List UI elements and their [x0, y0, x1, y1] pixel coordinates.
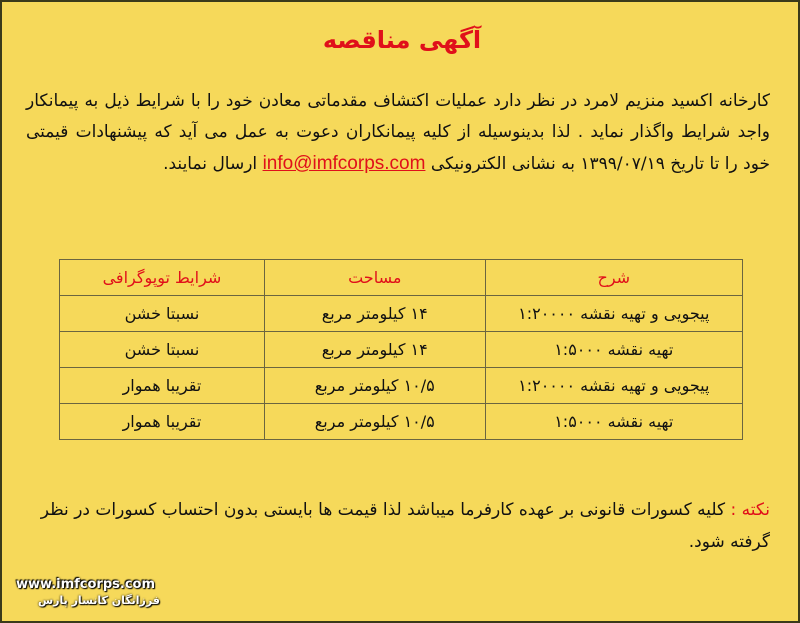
cell-description: تهیه نقشه ۱:۵۰۰۰	[485, 332, 742, 368]
intro-text: کارخانه اکسید منزیم لامرد در نظر دارد عملیات اکتشاف مقدماتی معادن خود را با شرایط ذیل به پیمانکار واجد شرایط واگذار نماید . لذا بدینوسیله از کلیه پیمانکاران دعوت به عمل می آید که پیشنهادات قیمتی خود را تا تاریخ	[26, 91, 770, 174]
note-text: کلیه کسورات قانونی بر عهده کارفرما میباشد لذا قیمت ها بایستی بدون احتساب کسورات در نظر گرفته شود.	[40, 500, 770, 552]
cell-description: پیجویی و تهیه نقشه ۱:۲۰۰۰۰	[485, 296, 742, 332]
intro-mid-text: به نشانی الکترونیکی	[430, 154, 575, 174]
cell-area: ۱۰/۵ کیلومتر مربع	[264, 404, 485, 440]
watermark-site: www.imfcorps.com	[16, 577, 156, 592]
table-row	[60, 332, 743, 368]
cell-topography: تقریبا هموار	[60, 404, 265, 440]
table-row	[60, 368, 743, 404]
email-link[interactable]: info@imfcorps.com	[262, 153, 426, 174]
intro-end-text: ارسال نمایند.	[163, 154, 258, 174]
cell-description: تهیه نقشه ۱:۵۰۰۰	[485, 404, 742, 440]
table-header-row	[60, 260, 743, 296]
header-area: مساحت	[264, 260, 485, 296]
cell-topography: نسبتا خشن	[60, 332, 265, 368]
note-label: نکته :	[730, 500, 770, 520]
note-paragraph	[26, 494, 770, 558]
cell-topography: نسبتا خشن	[60, 296, 265, 332]
cell-area: ۱۴ کیلومتر مربع	[264, 332, 485, 368]
cell-description: پیجویی و تهیه نقشه ۱:۲۰۰۰۰	[485, 368, 742, 404]
header-topography: شرایط توپوگرافی	[60, 260, 265, 296]
cell-area: ۱۴ کیلومتر مربع	[264, 296, 485, 332]
intro-paragraph	[26, 86, 770, 180]
work-items-table	[59, 259, 743, 440]
header-description: شرح	[485, 260, 742, 296]
table-row	[60, 404, 743, 440]
cell-area: ۱۰/۵ کیلومتر مربع	[264, 368, 485, 404]
table-row	[60, 296, 743, 332]
cell-topography: تقریبا هموار	[60, 368, 265, 404]
watermark-company: فرزانگان کانسار پارس	[38, 594, 160, 607]
watermark	[16, 577, 160, 607]
deadline-date: ۱۳۹۹/۰۷/۱۹	[580, 154, 665, 174]
notice-title: آگهی مناقصه	[322, 26, 482, 54]
